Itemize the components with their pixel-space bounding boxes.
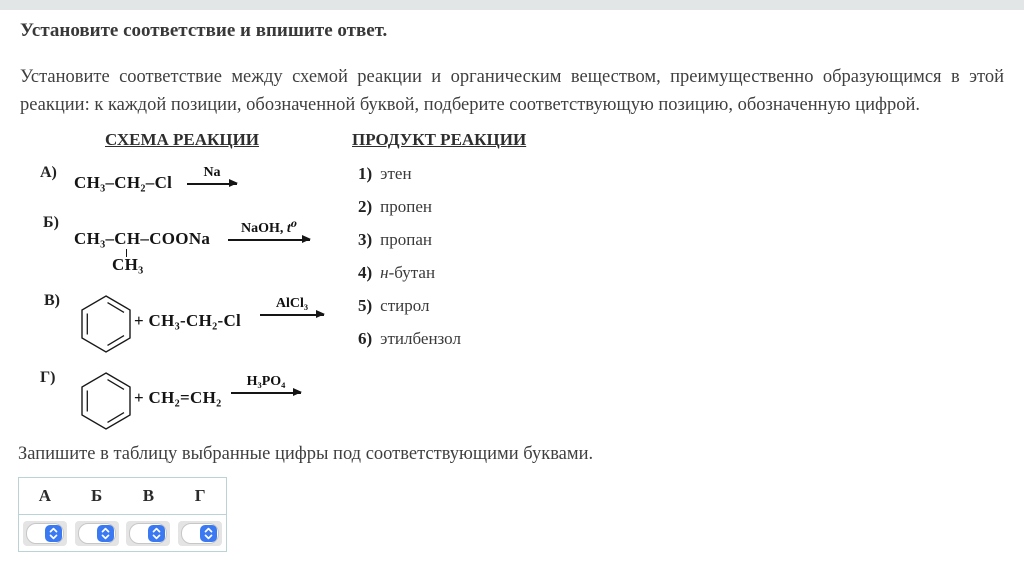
- answer-stepper-g[interactable]: [178, 521, 222, 546]
- reaction-letter-b: Б): [43, 214, 59, 231]
- footer-instruction: Запишите в таблицу выбранные цифры под соответствующими буквами.: [18, 444, 594, 464]
- stepper-up-down-button[interactable]: [97, 525, 114, 542]
- product-column-header: ПРОДУКТ РЕАКЦИИ: [352, 130, 527, 149]
- answer-cell-v: [123, 515, 175, 551]
- arrow-label-v: AlCl₃: [275, 296, 309, 311]
- arrow-shaft-b: [228, 239, 310, 241]
- product-label: -бутан: [388, 263, 436, 282]
- stepper-up-down-button[interactable]: [45, 525, 62, 542]
- chevron-up-down-icon: [49, 527, 58, 540]
- answer-cell-a: [19, 515, 71, 551]
- answer-header-cell-a: [19, 478, 71, 514]
- chevron-up-down-icon: [152, 527, 161, 540]
- answer-table-header-row: [19, 478, 226, 515]
- answer-stepper-v[interactable]: [126, 521, 170, 546]
- product-item: [358, 197, 432, 217]
- answer-stepper-b[interactable]: [75, 521, 119, 546]
- product-number: 3): [358, 230, 373, 249]
- reaction-formula-b: CH₃–CH–COONa: [74, 229, 211, 248]
- answer-stepper-a[interactable]: [23, 521, 67, 546]
- answer-table: [18, 477, 227, 552]
- product-number: 5): [358, 296, 373, 315]
- stepper-value-a[interactable]: [26, 523, 64, 544]
- product-label: этен: [380, 164, 412, 183]
- answer-header-letter: А: [38, 486, 52, 505]
- benzene-ring-icon: [80, 371, 132, 431]
- answer-header-letter: В: [142, 486, 155, 505]
- answer-cell-g: [174, 515, 226, 551]
- reaction-formula-v: + CH₃-CH₂-Cl: [134, 311, 242, 330]
- arrow-shaft-g: [231, 392, 301, 394]
- answer-table-input-row: [19, 515, 226, 551]
- arrow-label-b-prefix: NaOH,: [241, 221, 287, 236]
- product-label-italic: н: [380, 263, 389, 282]
- stepper-up-down-button[interactable]: [148, 525, 165, 542]
- product-item: [358, 164, 412, 184]
- product-item: [358, 296, 430, 316]
- product-label: этилбензол: [380, 329, 461, 348]
- product-label: пропен: [380, 197, 433, 216]
- reaction-arrow-g: [231, 374, 301, 394]
- product-item: [358, 230, 432, 250]
- answer-cell-b: [71, 515, 123, 551]
- product-item: [358, 329, 461, 349]
- reaction-letter-a: А): [40, 164, 57, 181]
- arrow-label-g: H₃PO₄: [246, 374, 286, 389]
- product-label: стирол: [380, 296, 430, 315]
- benzene-ring-icon: [80, 294, 132, 354]
- chevron-up-down-icon: [204, 527, 213, 540]
- reaction-formula-g: + CH₂=CH₂: [134, 388, 222, 407]
- product-number: 1): [358, 164, 373, 183]
- answer-header-cell-g: [174, 478, 226, 514]
- arrow-label-a: Na: [203, 165, 221, 180]
- product-item: [358, 263, 435, 283]
- chevron-up-down-icon: [101, 527, 110, 540]
- stepper-value-g[interactable]: [181, 523, 219, 544]
- arrow-label-b-temperature: t⁰: [286, 221, 297, 236]
- answer-header-cell-v: [123, 478, 175, 514]
- answer-header-letter: Б: [91, 486, 103, 505]
- arrow-shaft-a: [187, 183, 237, 185]
- product-label: пропан: [380, 230, 433, 249]
- stepper-up-down-button[interactable]: [200, 525, 217, 542]
- reaction-arrow-b: [228, 221, 310, 241]
- reaction-formula-a: CH₃–CH₂–Cl: [74, 173, 173, 192]
- reaction-letter-g: Г): [40, 369, 56, 386]
- top-bar: [0, 0, 1024, 10]
- arrow-label-b: [241, 221, 297, 237]
- reaction-letter-v: В): [44, 292, 60, 309]
- answer-header-letter: Г: [194, 486, 206, 505]
- answer-header-cell-b: [71, 478, 123, 514]
- reaction-branch-b: CH₃: [112, 255, 144, 274]
- product-number: 4): [358, 263, 373, 282]
- reaction-arrow-v: [260, 296, 324, 316]
- stepper-value-b[interactable]: [78, 523, 116, 544]
- reaction-arrow-a: [187, 165, 237, 185]
- arrow-shaft-v: [260, 314, 324, 316]
- product-number: 6): [358, 329, 373, 348]
- task-instruction: Установите соответствие между схемой реакции и органическим веществом, преимущественно образующимся в этой реакции: к каждой позиции, обозначенной буквой, подберите соответствующую позицию, обозначенную цифрой.: [20, 67, 1004, 115]
- stepper-value-v[interactable]: [129, 523, 167, 544]
- page-title: Установите соответствие и впишите ответ.: [20, 20, 388, 41]
- scheme-column-header: СХЕМА РЕАКЦИИ: [105, 130, 260, 149]
- product-number: 2): [358, 197, 373, 216]
